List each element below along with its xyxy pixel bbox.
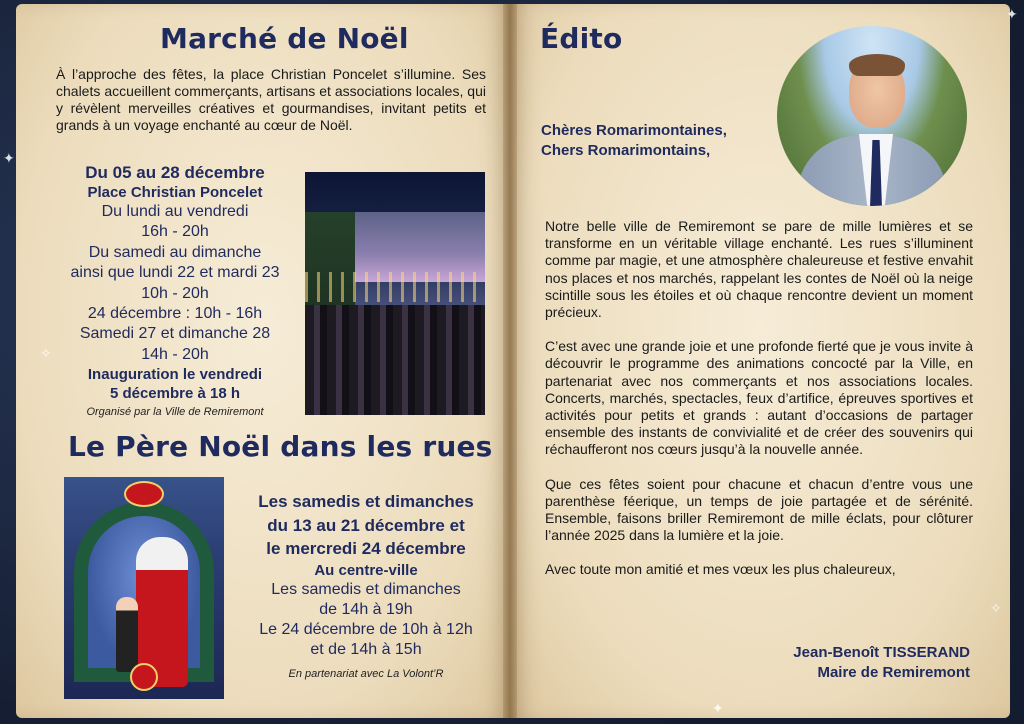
edito-paragraph: C’est avec une grande joie et une profonde fierté que je vous invite à découvrir le programme des animations concocté par la Ville, en partenariat avec nos commerçants et nos associations locales. Concerts, marchés, spectacles, feux d’artifice, épreuves sportives et activités pour petits et grands : autant d’occasions de partager ensemble des instants de convivialité et de créer des souvenirs qui réchaufferont nos cœurs jusqu’à la nouvelle année. xyxy=(545,338,973,458)
pere-noel-info xyxy=(228,490,504,682)
greeting-line: Chères Romarimontaines, xyxy=(541,122,727,139)
schedule-line: 10h - 20h xyxy=(141,284,209,302)
pere-hours-line: Les samedis et dimanches xyxy=(271,580,461,598)
market-photo xyxy=(305,172,485,415)
mayor-hair xyxy=(849,54,905,76)
pere-hours-line: de 14h à 19h xyxy=(319,600,413,618)
greeting-line: Chers Romarimontains, xyxy=(541,142,711,159)
santa-photo-badge xyxy=(124,481,164,507)
inauguration-date: 5 décembre à 18 h xyxy=(109,385,241,403)
edito-paragraph: Notre belle ville de Remiremont se pare de mille lumières et se transforme en un véritable village enchanté. Les rues s’illuminent comme par magie, et une atmosphère chaleureuse et festive envahit nos places et nos marchés, rappelant les contes de Noël où la neige scintille sous les étoiles et où chaque rencontre devient un moment précieux. xyxy=(545,218,973,321)
marche-title: Marché de Noël xyxy=(160,22,409,55)
mayor-portrait xyxy=(777,26,967,206)
edito-body xyxy=(545,218,973,596)
edito-paragraph: Avec toute mon amitié et mes vœux les plus chaleureux, xyxy=(545,561,896,578)
santa-photo-tag xyxy=(130,663,158,691)
santa-photo-child xyxy=(116,597,138,672)
signature-name: Jean-Benoît TISSERAND xyxy=(793,644,970,661)
pere-noel-title: Le Père Noël dans les rues xyxy=(68,430,493,463)
marche-intro: À l’approche des fêtes, la place Christian Poncelet s’illumine. Ses chalets accueillent commerçants, artisans et associations locales, qui y révèlent merveilles créatives et gourmandises, invitant petits et grands à un voyage enchanté au cœur de Noël. xyxy=(56,66,486,133)
edito-signature xyxy=(740,643,970,683)
book-spine xyxy=(503,4,517,718)
pere-hours-line: Le 24 décembre de 10h à 12h xyxy=(259,621,473,639)
schedule-line: Samedi 27 et dimanche 28 xyxy=(79,325,271,343)
pere-partner: En partenariat avec La Volont’R xyxy=(288,667,444,680)
schedule-line: Du samedi au dimanche xyxy=(88,243,262,261)
sparkle-icon: ✧ xyxy=(40,345,52,361)
sparkle-icon: ✦ xyxy=(712,700,724,716)
edito-greeting xyxy=(541,121,727,161)
pere-headline-line: Les samedis et dimanches xyxy=(258,492,474,511)
pere-location: Au centre-ville xyxy=(314,561,418,579)
marche-place: Place Christian Poncelet xyxy=(87,184,263,201)
pere-headline-line: le mercredi 24 décembre xyxy=(266,539,466,558)
marche-organizer: Organisé par la Ville de Remiremont xyxy=(86,406,264,419)
sparkle-icon: ✧ xyxy=(990,600,1002,616)
sparkle-icon: ✦ xyxy=(1006,6,1018,22)
market-photo-crowd xyxy=(305,305,485,415)
inauguration-line: Inauguration le vendredi xyxy=(87,366,263,384)
pere-headline-line: du 13 au 21 décembre et xyxy=(267,515,465,535)
schedule-line: 24 décembre : 10h - 16h xyxy=(87,305,263,323)
edito-paragraph: Que ces fêtes soient pour chacune et chacun d’entre vous une parenthèse féerique, un temps de joie partagée et de sérénité. Ensemble, faisons briller Remiremont de mille éclats, pour clôturer l’année 2025 dans la lumière et la joie. xyxy=(545,475,973,544)
schedule-line: ainsi que lundi 22 et mardi 23 xyxy=(70,264,280,282)
market-photo-lights xyxy=(305,272,485,302)
sparkle-icon: ✦ xyxy=(3,150,15,166)
marche-schedule xyxy=(50,162,300,420)
schedule-line: Du lundi au vendredi xyxy=(101,203,249,220)
santa-photo xyxy=(64,477,224,699)
schedule-line: 16h - 20h xyxy=(141,223,209,241)
marche-dates: Du 05 au 28 décembre xyxy=(85,163,265,182)
pere-hours-line: et de 14h à 15h xyxy=(310,641,422,659)
signature-role: Maire de Remiremont xyxy=(817,664,970,681)
edito-title: Édito xyxy=(540,22,623,55)
schedule-line: 14h - 20h xyxy=(141,345,209,363)
